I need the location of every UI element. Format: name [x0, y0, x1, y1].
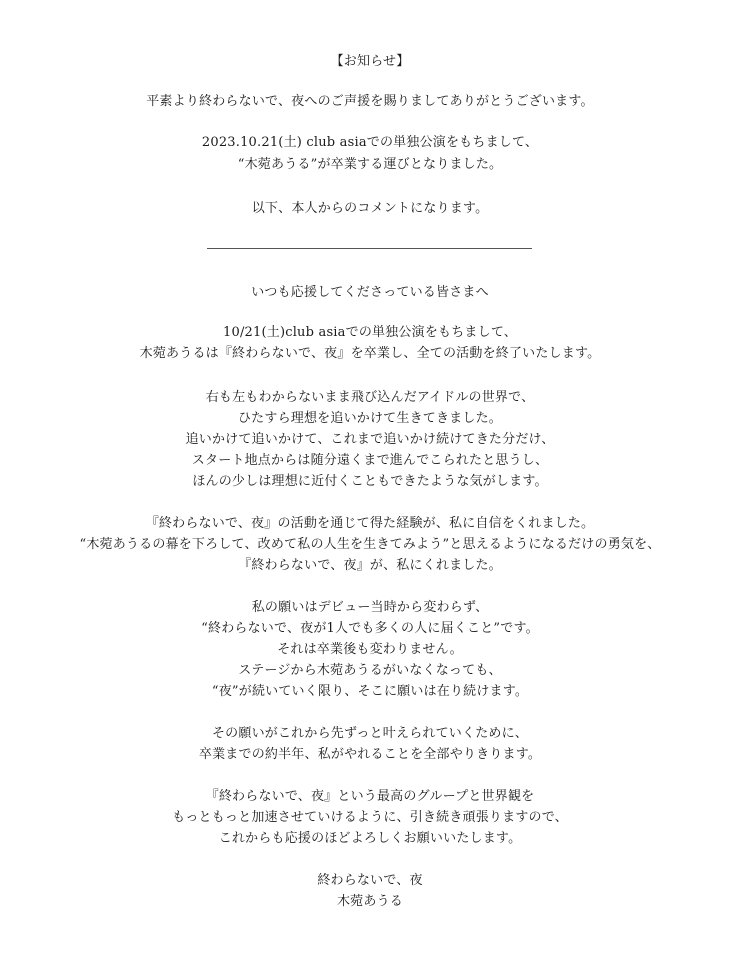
announcement-line: 2023.10.21(土) club asiaでの単独公演をもちまして、	[201, 135, 539, 150]
signature-name: 木菀あうる	[336, 894, 403, 909]
comment-line: 卒業までの約半年、私がやれることを全部やりきります。	[198, 747, 542, 762]
comment-line: その願いがこれから先ずっと叶えられていくために、	[211, 726, 529, 741]
salutation-text: いつも応援してくださっている皆さまへ	[251, 285, 489, 300]
comment-line: 10/21(土)club asiaでの単独公演をもちまして、	[223, 325, 517, 340]
comment-line: 追いかけて追いかけて、これまで追いかけ続けてきた分だけ、	[185, 432, 555, 447]
comment-line: 『終わらないで、夜』の活動を通じて得た経験が、私に自信をくれました。	[145, 516, 595, 531]
comment-line: 私の願いはデビュー当時から変わらず、	[251, 600, 489, 615]
comment-line: 『終わらないで、夜』が、私にくれました。	[238, 558, 502, 573]
comment-line: これからも応援のほどよろしくお願いいたします。	[218, 831, 522, 846]
intro-text: 以下、本人からのコメントになります。	[251, 201, 489, 216]
comment-line: もっともっと加速させていけるように、引き続き頑張りますので、	[172, 810, 568, 825]
section-divider	[207, 248, 532, 249]
comment-line: 右も左もわからないまま飛び込んだアイドルの世界で、	[205, 390, 535, 405]
comment-line: ひたすら理想を追いかけて生きてきました。	[237, 411, 502, 426]
announcement-line: “木菀あうる”が卒業する運びとなりました。	[237, 157, 503, 172]
notice-heading: 【お知らせ】	[330, 54, 410, 69]
comment-line: “木菀あうるの幕を下ろして、改めて私の人生を生きてみよう”と思えるようになるだけの勇気を、	[79, 537, 661, 552]
greeting-text: 平素より終わらないで、夜へのご声援を賜りましてありがとうございます。	[146, 94, 594, 109]
comment-line: “終わらないで、夜が1人でも多くの人に届くこと”です。	[201, 621, 539, 636]
comment-line: それは卒業後も変わりません。	[277, 642, 463, 657]
comment-line: “夜”が続いていく限り、そこに願いは在り続けます。	[211, 684, 529, 699]
comment-line: ほんの少しは理想に近付くこともできたような気がします。	[192, 474, 548, 489]
comment-line: ステージから木菀あうるがいなくなっても、	[238, 663, 502, 678]
signature-group: 終わらないで、夜	[317, 873, 423, 888]
comment-line: 木菀あうるは『終わらないで、夜』を卒業し、全ての活動を終了いたします。	[139, 346, 601, 361]
comment-line: スタート地点からは随分遠くまで進んでこられたと思うし、	[191, 453, 549, 468]
comment-line: 『終わらないで、夜』という最高のグループと世界観を	[205, 789, 535, 804]
